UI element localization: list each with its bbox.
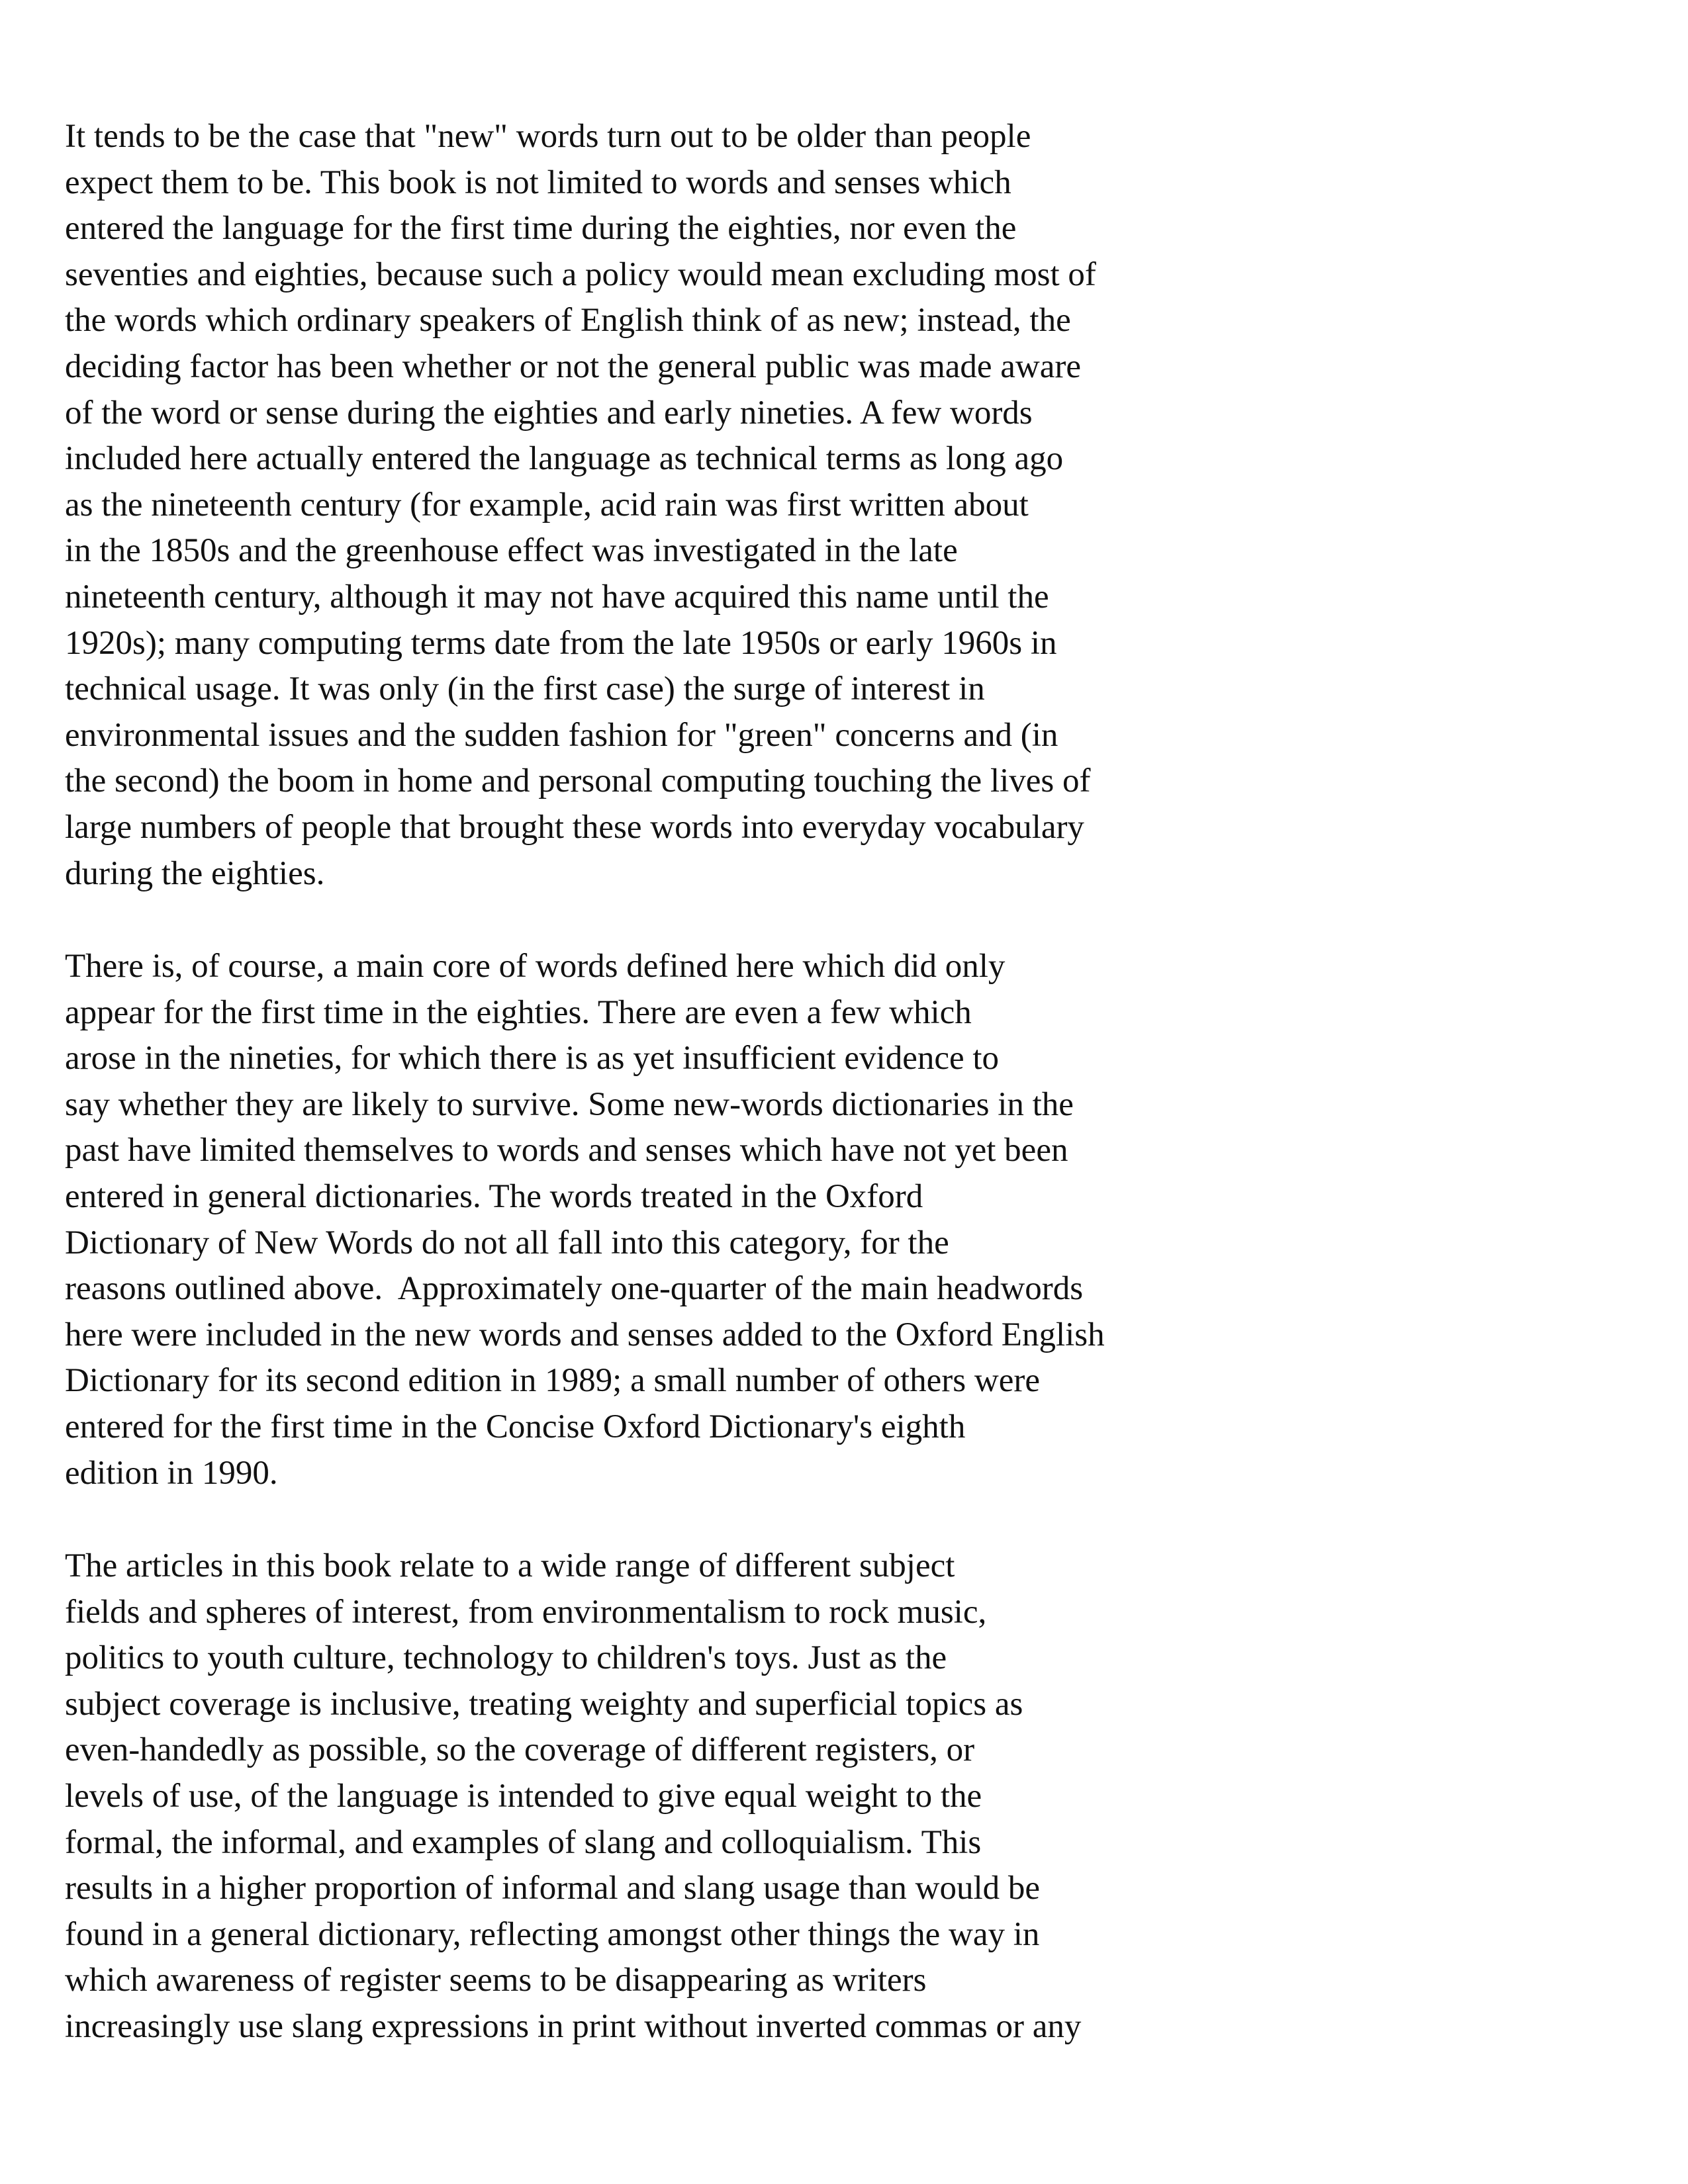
text-line: say whether they are likely to survive. Some new-words dictionaries in the [65, 1085, 1074, 1123]
text-line: during the eighties. [65, 854, 325, 892]
text-line: There is, of course, a main core of words defined here which did only [65, 948, 1006, 985]
text-line: as the nineteenth century (for example, acid rain was first written about [65, 486, 1029, 523]
text-line: formal, the informal, and examples of slang and colloquialism. This [65, 1823, 982, 1861]
text-line: of the word or sense during the eighties and early nineties. A few words [65, 394, 1033, 432]
text-line: arose in the nineties, for which there is as yet insufficient evidence to [65, 1040, 1000, 1077]
text-line: increasingly use slang expressions in print without inverted commas or any [65, 2007, 1082, 2045]
text-line: 1920s); many computing terms date from the late 1950s or early 1960s in [65, 624, 1057, 662]
text-line: in the 1850s and the greenhouse effect was investigated in the late [65, 532, 958, 570]
text-line: reasons outlined above. Approximately one-quarter of the main headwords [65, 1270, 1084, 1308]
text-line: It tends to be the case that "new" words turn out to be older than people [65, 118, 1031, 155]
text-line: appear for the first time in the eighties. There are even a few which [65, 993, 972, 1031]
text-line: past have limited themselves to words and senses which have not yet been [65, 1132, 1068, 1169]
paragraph-1 [65, 114, 1389, 897]
text-line: large numbers of people that brought these words into everyday vocabulary [65, 808, 1084, 846]
text-line: environmental issues and the sudden fashion for "green" concerns and (in [65, 716, 1058, 754]
text-line: here were included in the new words and senses added to the Oxford English [65, 1316, 1105, 1353]
text-line: expect them to be. This book is not limited to words and senses which [65, 163, 1011, 201]
text-line: fields and spheres of interest, from environmentalism to rock music, [65, 1593, 987, 1631]
text-line: subject coverage is inclusive, treating weighty and superficial topics as [65, 1685, 1023, 1723]
text-line: deciding factor has been whether or not the general public was made aware [65, 347, 1082, 385]
text-line: the second) the boom in home and personal computing touching the lives of [65, 762, 1091, 800]
text-line: politics to youth culture, technology to children's toys. Just as the [65, 1639, 947, 1677]
text-line: Dictionary of New Words do not all fall into this category, for the [65, 1224, 949, 1261]
text-line: entered in general dictionaries. The words treated in the Oxford [65, 1177, 923, 1215]
text-line: which awareness of register seems to be disappearing as writers [65, 1962, 927, 1999]
text-line: levels of use, of the language is intended to give equal weight to the [65, 1777, 982, 1815]
text-line: entered the language for the first time during the eighties, nor even the [65, 210, 1017, 248]
text-line: even-handedly as possible, so the coverage of different registers, or [65, 1731, 975, 1769]
text-line: Dictionary for its second edition in 1989; a small number of others were [65, 1362, 1040, 1400]
paragraph-3 [65, 1543, 1389, 2050]
text-line: entered for the first time in the Concise Oxford Dictionary's eighth [65, 1408, 966, 1445]
text-line: results in a higher proportion of informal and slang usage than would be [65, 1870, 1040, 1907]
text-line: found in a general dictionary, reflecting amongst other things the way in [65, 1915, 1040, 1953]
text-line: the words which ordinary speakers of English think of as new; instead, the [65, 302, 1071, 340]
text-line: seventies and eighties, because such a policy would mean excluding most of [65, 255, 1096, 293]
text-line: The articles in this book relate to a wide range of different subject [65, 1547, 955, 1584]
paragraph-2 [65, 944, 1389, 1496]
text-line: edition in 1990. [65, 1454, 278, 1492]
text-line: nineteenth century, although it may not have acquired this name until the [65, 578, 1049, 615]
text-line: included here actually entered the language as technical terms as long ago [65, 440, 1064, 478]
text-line: technical usage. It was only (in the first case) the surge of interest in [65, 670, 985, 708]
